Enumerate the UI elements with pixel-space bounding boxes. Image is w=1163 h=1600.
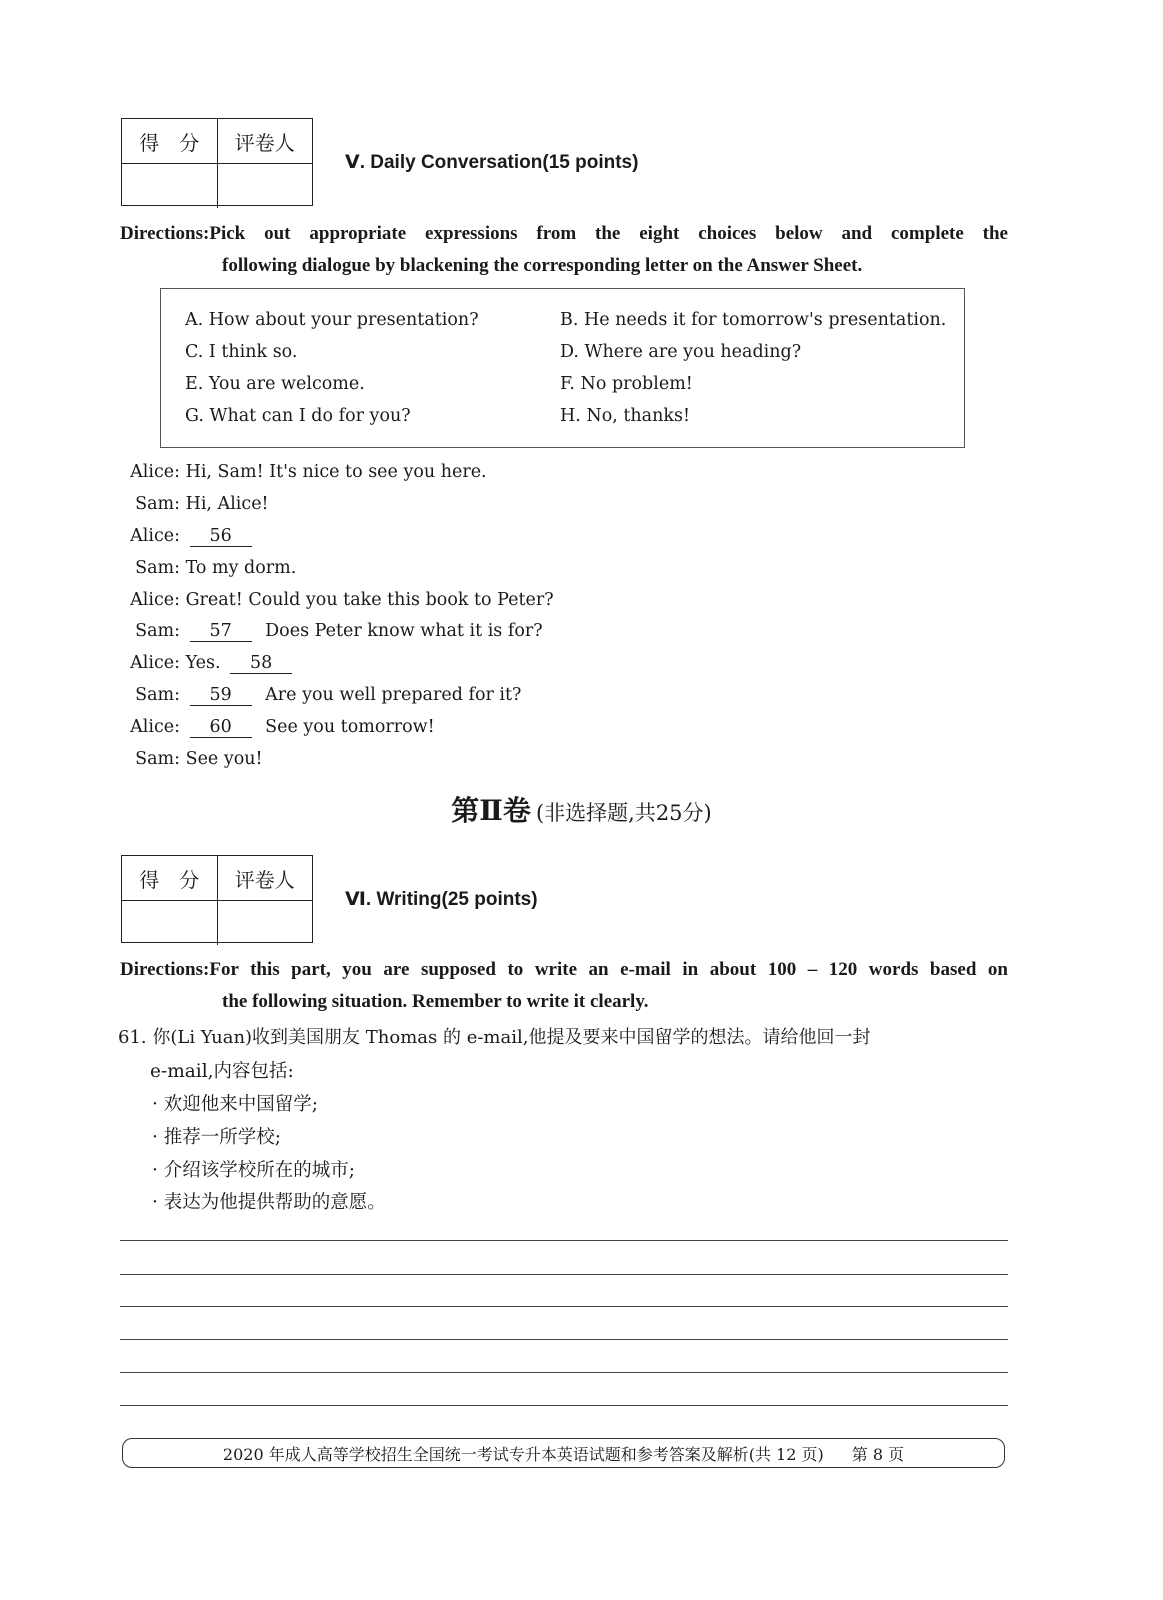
choice-b: B. He needs it for tomorrow's presentation. [560, 310, 947, 330]
choice-f: F. No problem! [560, 374, 693, 394]
section6-directions [120, 954, 1008, 1018]
dialogue-line [120, 526, 260, 547]
score-label: 得 分 [139, 130, 200, 155]
dialogue-line [120, 558, 296, 578]
dialogue-line [120, 494, 269, 514]
speaker: Sam: [135, 749, 180, 769]
dialogue-text: Great! Could you take this book to Peter? [185, 590, 554, 610]
score-box-section5 [121, 118, 313, 206]
directions-text-line1: Pick out appropriate expressions from the eight choices below and complete the [209, 223, 1008, 244]
dialogue-text: To my dorm. [185, 558, 297, 578]
dialogue-line [120, 590, 554, 610]
speaker: Sam: [135, 558, 180, 578]
dialogue-text: Hi, Alice! [185, 494, 269, 514]
directions-text-line2: following dialogue by blackening the corresponding letter on the Answer Sheet. [222, 255, 863, 276]
writing-line[interactable] [120, 1405, 1008, 1406]
dialogue-line [120, 621, 543, 642]
dialogue-text: Yes. [185, 653, 221, 673]
footer-text: 2020 年成人高等学校招生全国统一考试专升本英语试题和参考答案及解析(共 12 页) [222, 1444, 824, 1464]
grader-label: 评卷人 [217, 119, 313, 163]
grader-entry-cell[interactable] [217, 901, 313, 945]
score-box-header-row [122, 856, 312, 900]
speaker: Alice: [130, 717, 180, 737]
directions-label: Directions: [120, 223, 210, 244]
dialogue-text: Hi, Sam! It's nice to see you here. [185, 462, 487, 482]
grader-label: 评卷人 [217, 856, 313, 900]
score-entry-cell[interactable] [122, 901, 217, 945]
speaker: Alice: [130, 590, 180, 610]
task-61-line1: 61. 你(Li Yuan)收到美国朋友 Thomas 的 e-mail,他提及要来中国留学的想法。请给他回一封 [118, 1027, 871, 1048]
score-box-entry-row [122, 163, 312, 208]
dialogue-line [120, 717, 435, 738]
answer-blank-56[interactable]: 56 [190, 526, 252, 547]
choices-box [160, 288, 965, 448]
grader-entry-cell[interactable] [217, 164, 313, 208]
choice-c: C. I think so. [185, 342, 298, 362]
answer-blank-60[interactable]: 60 [190, 717, 252, 738]
part2-heading [0, 789, 1163, 829]
task-bullet: · 欢迎他来中国留学; [152, 1094, 318, 1115]
task-bullet: · 推荐一所学校; [152, 1127, 281, 1148]
score-box-header-row [122, 119, 312, 163]
page-footer [122, 1438, 1005, 1468]
score-entry-cell[interactable] [122, 164, 217, 208]
section5-directions [120, 218, 1008, 282]
directions-label: Directions: [120, 959, 210, 980]
task-bullet: · 介绍该学校所在的城市; [152, 1160, 355, 1181]
dialogue-line [120, 749, 263, 769]
page-number: 第 8 页 [851, 1444, 905, 1464]
directions-text-line1: For this part, you are supposed to write an e-mail in about 100 – 120 words based on [209, 959, 1008, 980]
task-bullet: · 表达为他提供帮助的意愿。 [152, 1192, 386, 1213]
writing-line[interactable] [120, 1274, 1008, 1275]
speaker: Alice: [130, 462, 180, 482]
speaker: Sam: [135, 494, 180, 514]
score-box-section6 [121, 855, 313, 943]
choice-e: E. You are welcome. [185, 374, 365, 394]
score-label: 得 分 [139, 867, 200, 892]
dialogue-text: See you tomorrow! [265, 717, 435, 737]
section6-title: Ⅵ. Writing(25 points) [345, 889, 538, 910]
score-box-entry-row [122, 900, 312, 945]
dialogue-line [120, 685, 521, 706]
part2-title: 第Ⅱ卷 [451, 794, 531, 827]
directions-text-line2: the following situation. Remember to write it clearly. [222, 991, 649, 1012]
writing-line[interactable] [120, 1372, 1008, 1373]
speaker: Sam: [135, 621, 180, 641]
task-61-line2: e-mail,内容包括: [150, 1061, 294, 1082]
choice-d: D. Where are you heading? [560, 342, 802, 362]
speaker: Alice: [130, 526, 180, 546]
part2-subtitle: (非选择题,共25分) [535, 801, 712, 825]
choice-a: A. How about your presentation? [185, 310, 479, 330]
dialogue-line [120, 462, 487, 482]
dialogue-text: Does Peter know what it is for? [265, 621, 543, 641]
writing-line[interactable] [120, 1240, 1008, 1241]
dialogue-text: Are you well prepared for it? [265, 685, 522, 705]
dialogue-line [120, 653, 300, 674]
speaker: Sam: [135, 685, 180, 705]
answer-blank-58[interactable]: 58 [230, 653, 292, 674]
dialogue-text: See you! [185, 749, 263, 769]
writing-line[interactable] [120, 1339, 1008, 1340]
answer-blank-57[interactable]: 57 [190, 621, 252, 642]
section5-title: Ⅴ. Daily Conversation(15 points) [345, 152, 639, 173]
speaker: Alice: [130, 653, 180, 673]
writing-line[interactable] [120, 1306, 1008, 1307]
choice-h: H. No, thanks! [560, 406, 690, 426]
answer-blank-59[interactable]: 59 [190, 685, 252, 706]
choice-g: G. What can I do for you? [185, 406, 411, 426]
